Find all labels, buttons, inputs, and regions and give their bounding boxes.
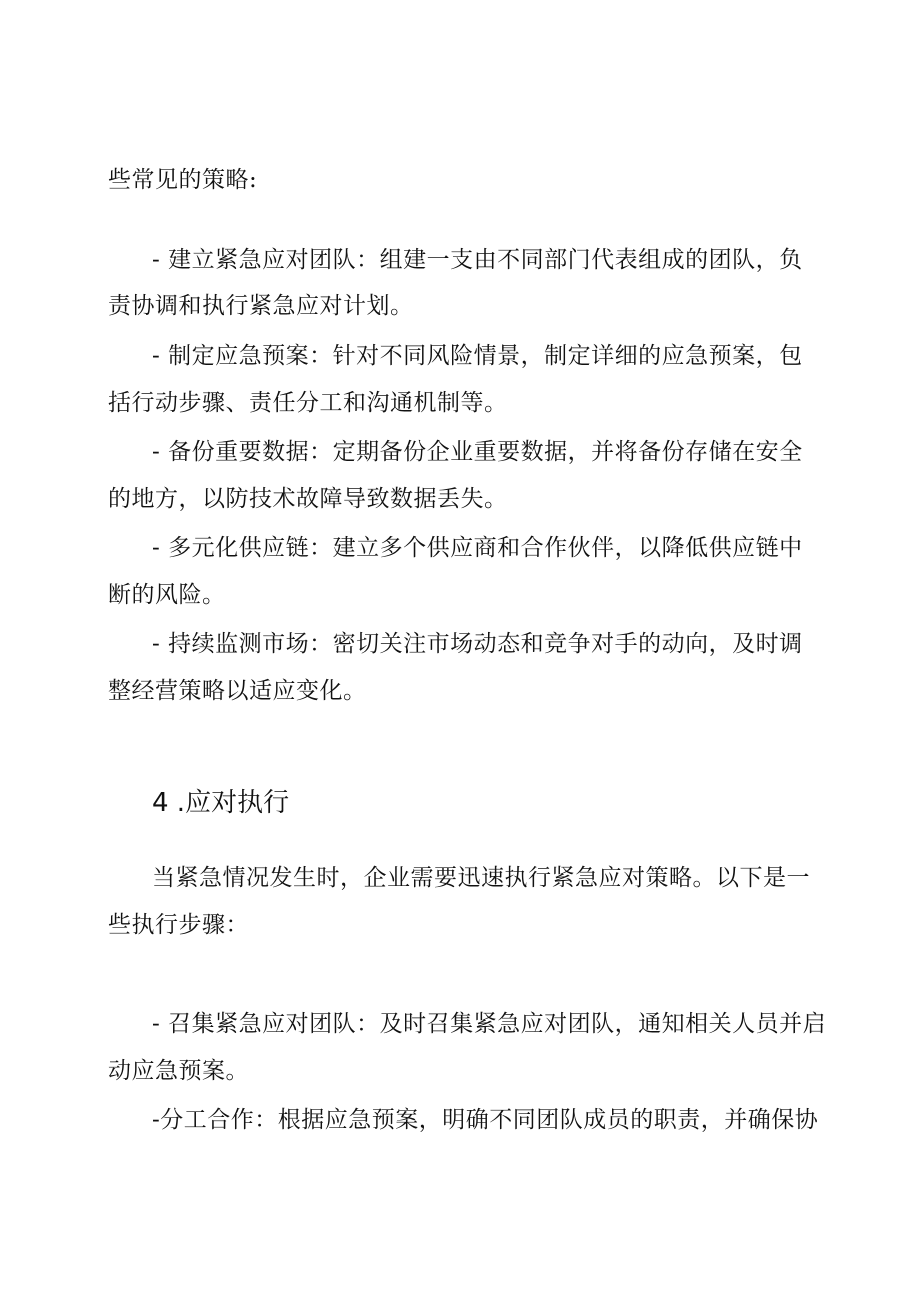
strategy-5-line-2: 整经营策略以适应变化。 (108, 678, 367, 704)
strategy-4-line-1: - 多元化供应链：建立多个供应商和合作伙伴，以降低供应链中 (152, 535, 803, 561)
strategy-3-line-2: 的地方，以防技术故障导致数据丢失。 (108, 486, 508, 512)
section-intro-line-2: 些执行步骤： (108, 912, 249, 938)
strategy-2-line-1: - 制定应急预案：针对不同风险情景，制定详细的应急预案，包 (152, 343, 803, 369)
step-2-line-1: -分工合作：根据应急预案，明确不同团队成员的职责，并确保协 (152, 1107, 819, 1133)
section-heading: 4 .应对执行 (152, 788, 290, 818)
strategy-2-line-2: 括行动步骤、责任分工和沟通机制等。 (108, 390, 508, 416)
strategy-1-line-2: 责协调和执行紧急应对计划。 (108, 293, 414, 319)
section-intro-line-1: 当紧急情况发生时，企业需要迅速执行紧急应对策略。以下是一 (152, 865, 810, 891)
strategy-5-line-1: - 持续监测市场：密切关注市场动态和竞争对手的动向，及时调 (152, 631, 803, 657)
step-1-line-2: 动应急预案。 (108, 1058, 249, 1084)
step-1-line-1: - 召集紧急应对团队：及时召集紧急应对团队，通知相关人员并启 (152, 1011, 827, 1037)
strategy-4-line-2: 断的风险。 (108, 582, 226, 608)
intro-tail-text: 些常见的策略: (108, 167, 258, 193)
strategy-3-line-1: - 备份重要数据：定期备份企业重要数据，并将备份存储在安全 (152, 439, 803, 465)
strategy-1-line-1: - 建立紧急应对团队：组建一支由不同部门代表组成的团队，负 (152, 247, 803, 273)
